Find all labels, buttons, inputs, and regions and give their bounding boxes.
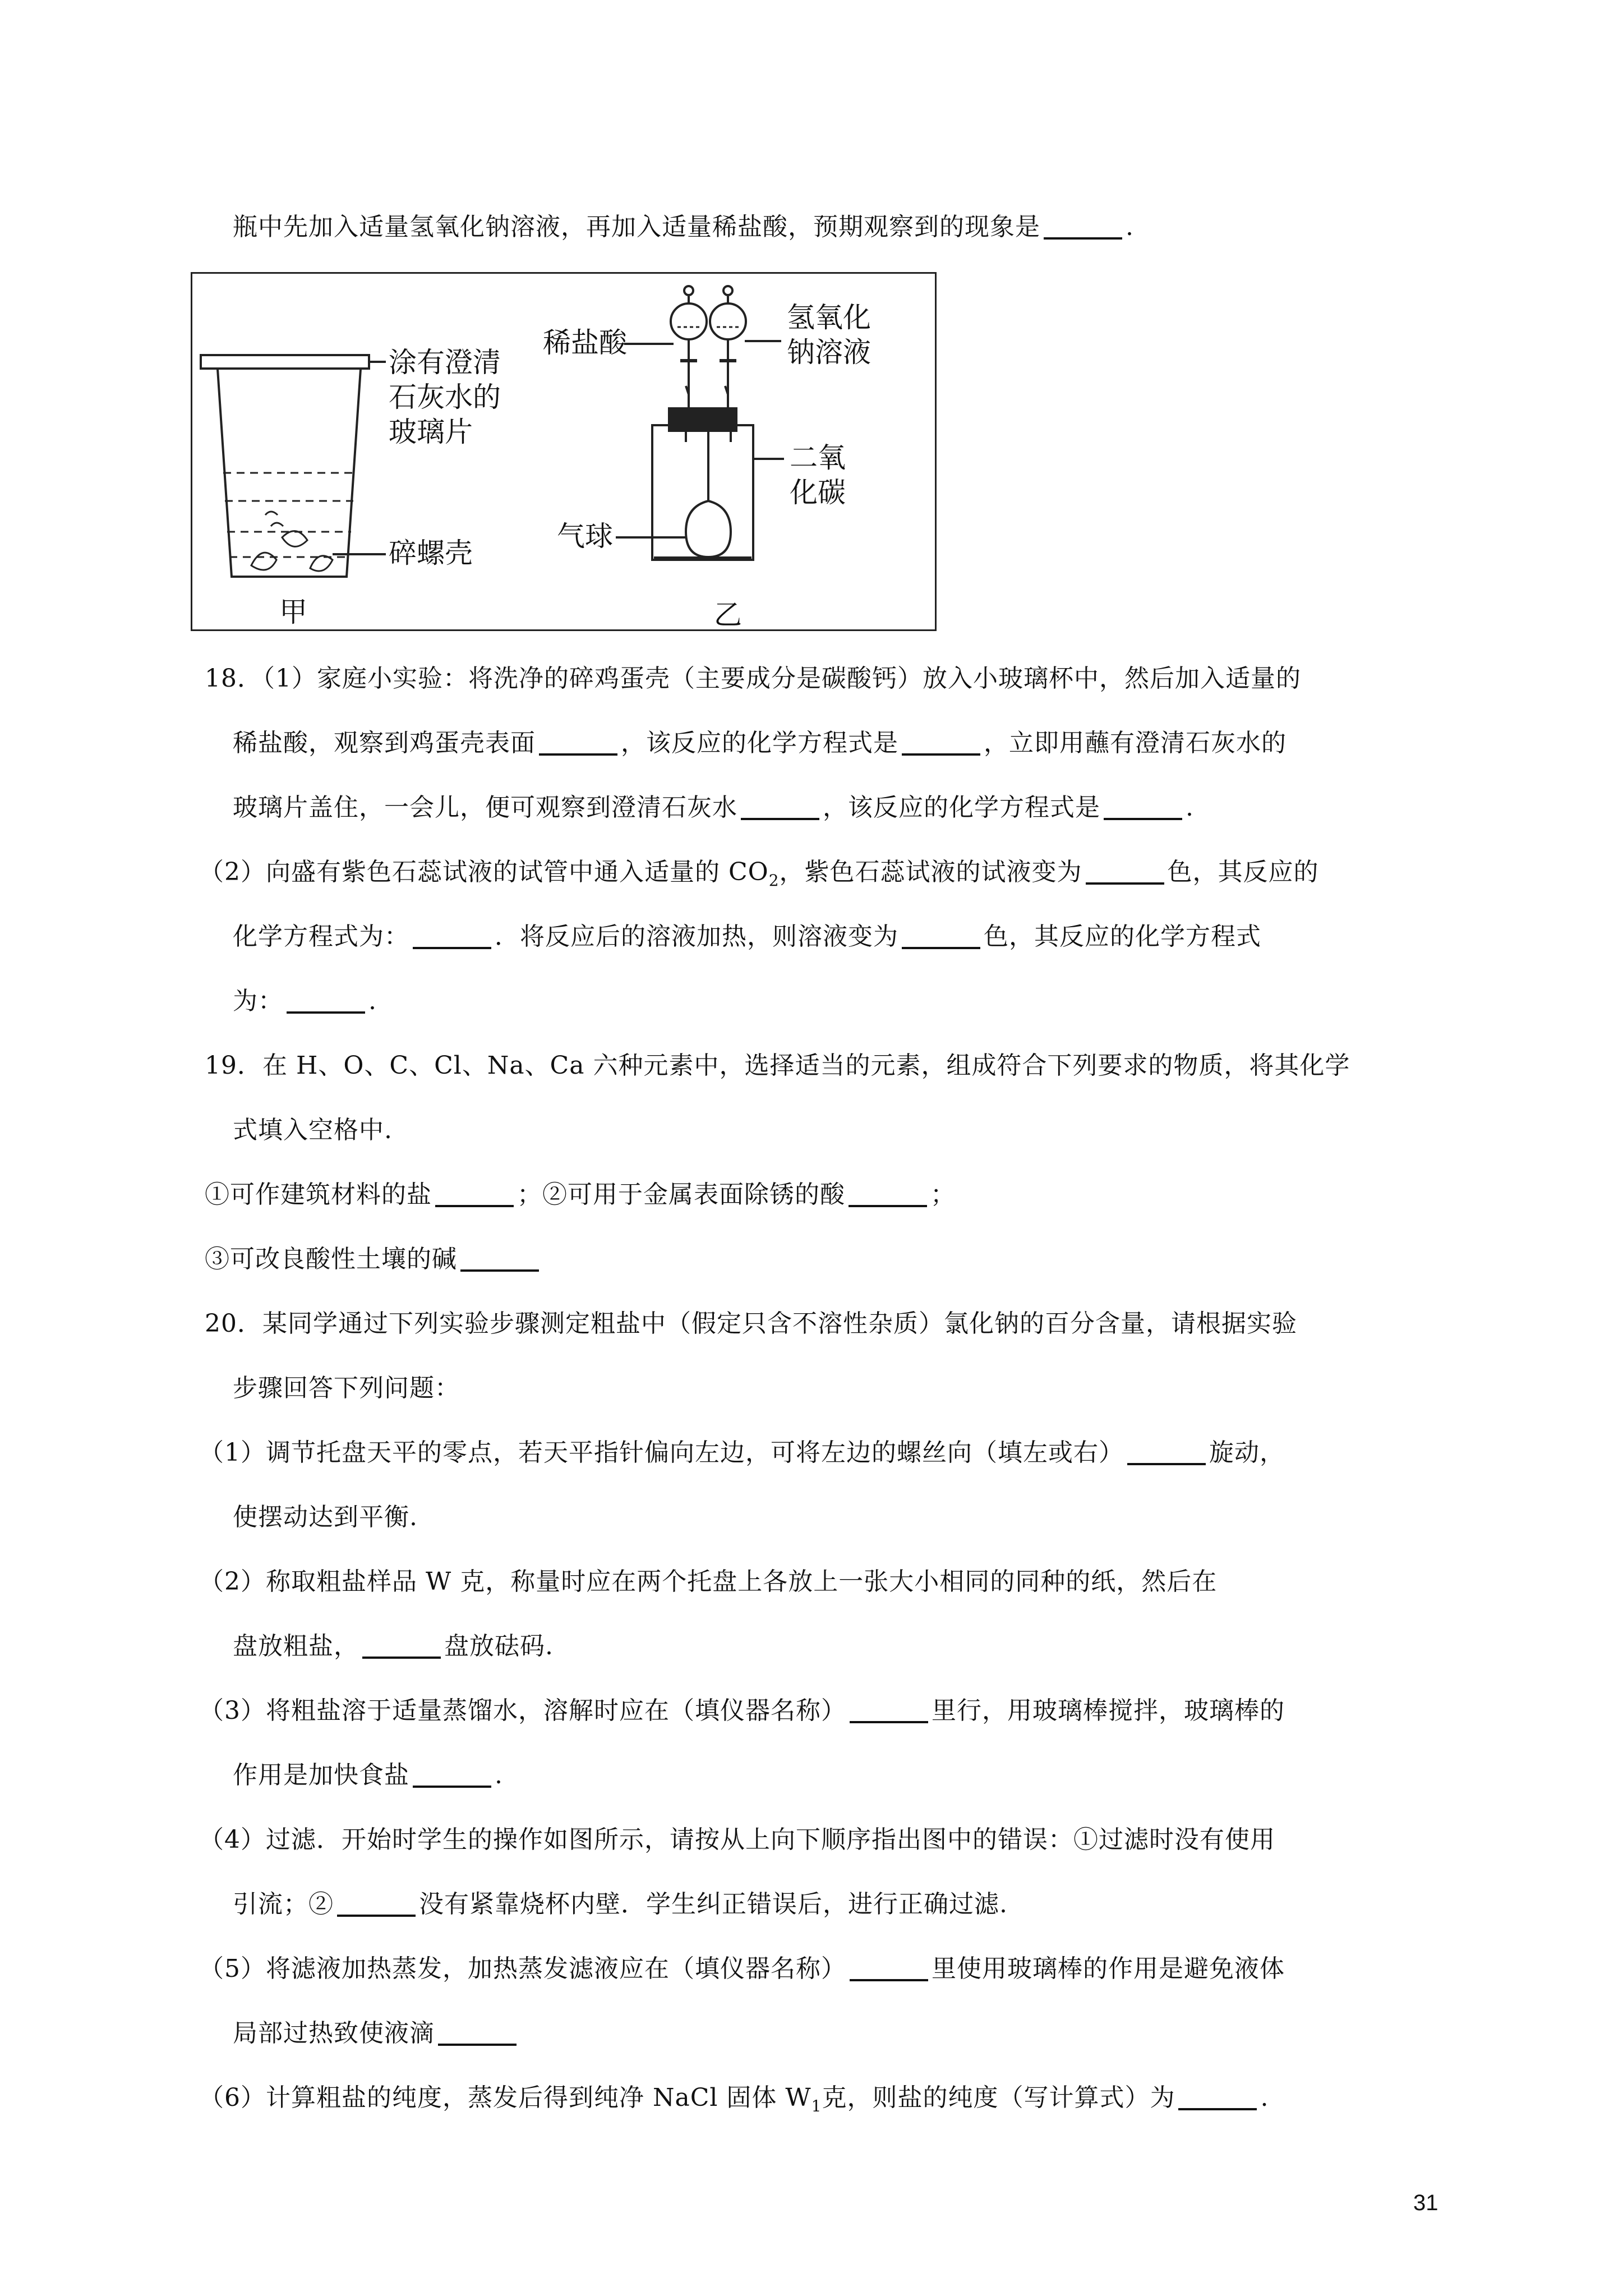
label-co2-1: 二氧 — [790, 441, 846, 474]
jia-labels — [279, 346, 501, 628]
label-glass-plate-2: 石灰水的 — [389, 381, 501, 413]
q20-step-3-line-1: （3）将粗盐溶于适量蒸馏水，溶解时应在（填仪器名称） 里行，用玻璃棒搅拌，玻璃棒的 — [199, 1696, 1285, 1725]
q18-line-2: 稀盐酸，观察到鸡蛋壳表面 ，该反应的化学方程式是 ，立即用蘸有澄清石灰水的 — [233, 729, 1287, 757]
q20-line-1: 20．某同学通过下列实验步骤测定粗盐中（假定只含不溶性杂质）氯化钠的百分含量，请根据实验 — [205, 1309, 1297, 1338]
q20-step-5-line-1: （5）将滤液加热蒸发，加热蒸发滤液应在（填仪器名称） 里使用玻璃棒的作用是避免液体 — [199, 1954, 1285, 1983]
answer-blank[interactable] — [1127, 1441, 1206, 1465]
answer-blank[interactable] — [902, 924, 980, 949]
answer-blank[interactable] — [850, 1957, 928, 1981]
bottle-yi — [616, 286, 784, 560]
q20-step-4-line-2: 引流；② 没有紧靠烧杯内壁．学生纠正错误后，进行正确过滤. — [233, 1890, 1008, 1918]
answer-blank[interactable] — [902, 731, 980, 756]
answer-blank[interactable] — [413, 924, 491, 949]
answer-blank[interactable] — [413, 1763, 491, 1788]
label-co2-2: 化碳 — [790, 476, 846, 509]
label-glass-plate-1: 涂有澄清 — [389, 346, 501, 379]
q18-line-5: 化学方程式为： ．将反应后的溶液加热，则溶液变为 色，其反应的化学方程式 — [233, 922, 1261, 951]
answer-blank[interactable] — [849, 1182, 927, 1207]
q20-step-1-line-1: （1）调节托盘天平的零点，若天平指针偏向左边，可将左边的螺丝向（填左或右） 旋动， — [199, 1438, 1285, 1467]
answer-blank[interactable] — [539, 731, 617, 756]
q19-line-2: 式填入空格中. — [233, 1116, 393, 1144]
label-shell: 碎螺壳 — [389, 537, 473, 569]
answer-blank[interactable] — [1104, 795, 1182, 820]
apparatus-diagram — [192, 274, 935, 629]
caption-yi: 乙 — [714, 599, 742, 629]
label-dilute-hcl: 稀盐酸 — [543, 326, 627, 359]
q20-step-2-line-1: （2）称取粗盐样品 W 克，称量时应在两个托盘上各放上一张大小相同的同种的纸，然后在 — [199, 1567, 1218, 1596]
answer-blank[interactable] — [1044, 215, 1122, 240]
q20-step-4-line-1: （4）过滤．开始时学生的操作如图所示，请按从上向下顺序指出图中的错误：①过滤时没有使用 — [199, 1825, 1275, 1854]
label-naoh-1: 氢氧化 — [787, 301, 871, 334]
page-number: 31 — [1413, 2191, 1438, 2215]
answer-blank[interactable] — [850, 1699, 928, 1723]
answer-blank[interactable] — [741, 795, 819, 820]
answer-blank[interactable] — [460, 1247, 539, 1272]
answer-blank[interactable] — [438, 2021, 517, 2046]
q20-step-2-line-2: 盘放粗盐， 盘放砝码. — [233, 1632, 554, 1660]
q19-line-3: ①可作建筑材料的盐 ；②可用于金属表面除锈的酸 ； — [205, 1180, 956, 1209]
intro-line: 瓶中先加入适量氢氧化钠溶液，再加入适量稀盐酸，预期观察到的现象是 . — [233, 213, 1134, 241]
q20-step-1-line-2: 使摆动达到平衡. — [233, 1503, 418, 1531]
experiment-figure — [191, 272, 937, 631]
q18-line-1: 18．（1）家庭小实验：将洗净的碎鸡蛋壳（主要成分是碳酸钙）放入小玻璃杯中，然后加入适量的 — [205, 664, 1301, 693]
caption-jia: 甲 — [279, 596, 307, 628]
q20-step-5-line-2: 局部过热致使液滴 — [233, 2017, 520, 2050]
answer-blank[interactable] — [1178, 2086, 1257, 2110]
answer-blank[interactable] — [362, 1634, 441, 1659]
yi-labels — [543, 301, 871, 629]
q18-line-6: 为： . — [233, 987, 377, 1015]
q20-step-6-line-1: （6）计算粗盐的纯度，蒸发后得到纯净 NaCl 固体 $W_1$克，则盐的纯度（写计算式）为 . — [199, 2083, 1269, 2115]
q19-line-4: ③可改良酸性土壤的碱 — [205, 1243, 542, 1276]
answer-blank[interactable] — [287, 989, 365, 1014]
q20-line-2: 步骤回答下列问题： — [233, 1374, 460, 1402]
beaker-jia — [201, 355, 386, 577]
answer-blank[interactable] — [435, 1182, 514, 1207]
q19-line-1: 19．在 H、O、C、Cl、Na、Ca 六种元素中，选择适当的元素，组成符合下列要求的物质，将其化学 — [205, 1051, 1350, 1080]
answer-blank[interactable] — [1086, 860, 1164, 885]
q20-step-3-line-2: 作用是加快食盐 . — [233, 1761, 503, 1789]
answer-blank[interactable] — [337, 1892, 416, 1917]
label-balloon: 气球 — [557, 520, 613, 553]
label-naoh-2: 钠溶液 — [787, 336, 871, 369]
label-glass-plate-3: 玻璃片 — [389, 416, 473, 448]
q18-line-3: 玻璃片盖住，一会儿，便可观察到澄清石灰水 ，该反应的化学方程式是 . — [233, 793, 1194, 822]
q18-line-4: （2）向盛有紫色石蕊试液的试管中通入适量的 $CO_2$，紫色石蕊试液的试液变为 色，其反应的 — [199, 858, 1319, 890]
